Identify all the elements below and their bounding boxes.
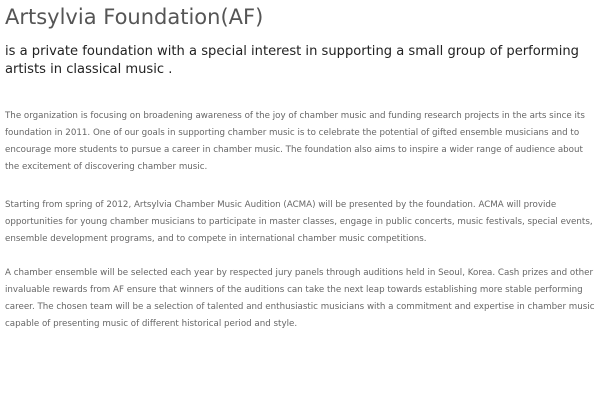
intro-text: is a private foundation with a special interest in supporting a small group of performing artists in classical music . [5,44,579,77]
body-paragraph-2: Starting from spring of 2012, Artsylvia Chamber Music Audition (ACMA) will be presented by the foundation. ACMA will provide opportunities for young chamber musicians to participate in master classes, engage in public concerts, music festivals, special events, ensemble development programs, and to compete in international chamber music competitions. [5,200,593,244]
body-paragraph-3: A chamber ensemble will be selected each year by respected jury panels through auditions held in Seoul, Korea. Cash prizes and other invaluable rewards from AF ensure that winners of the auditions can take the next leap towards establishing more stable performing career. The chosen team will be a selection of talented and enthusiastic musicians with a commitment and expertise in chamber music capable of presenting music of different historical period and style. [5,268,595,329]
body-paragraph-1: The organization is focusing on broadening awareness of the joy of chamber music and funding research projects in the arts since its foundation in 2011. One of our goals in supporting chamber music is to celebrate the potential of gifted ensemble musicians and to encourage more students to pursue a career in chamber music. The foundation also aims to inspire a wider range of audience about the excitement of discovering chamber music. [5,111,585,172]
page-title: Artsylvia Foundation(AF) [5,5,264,29]
